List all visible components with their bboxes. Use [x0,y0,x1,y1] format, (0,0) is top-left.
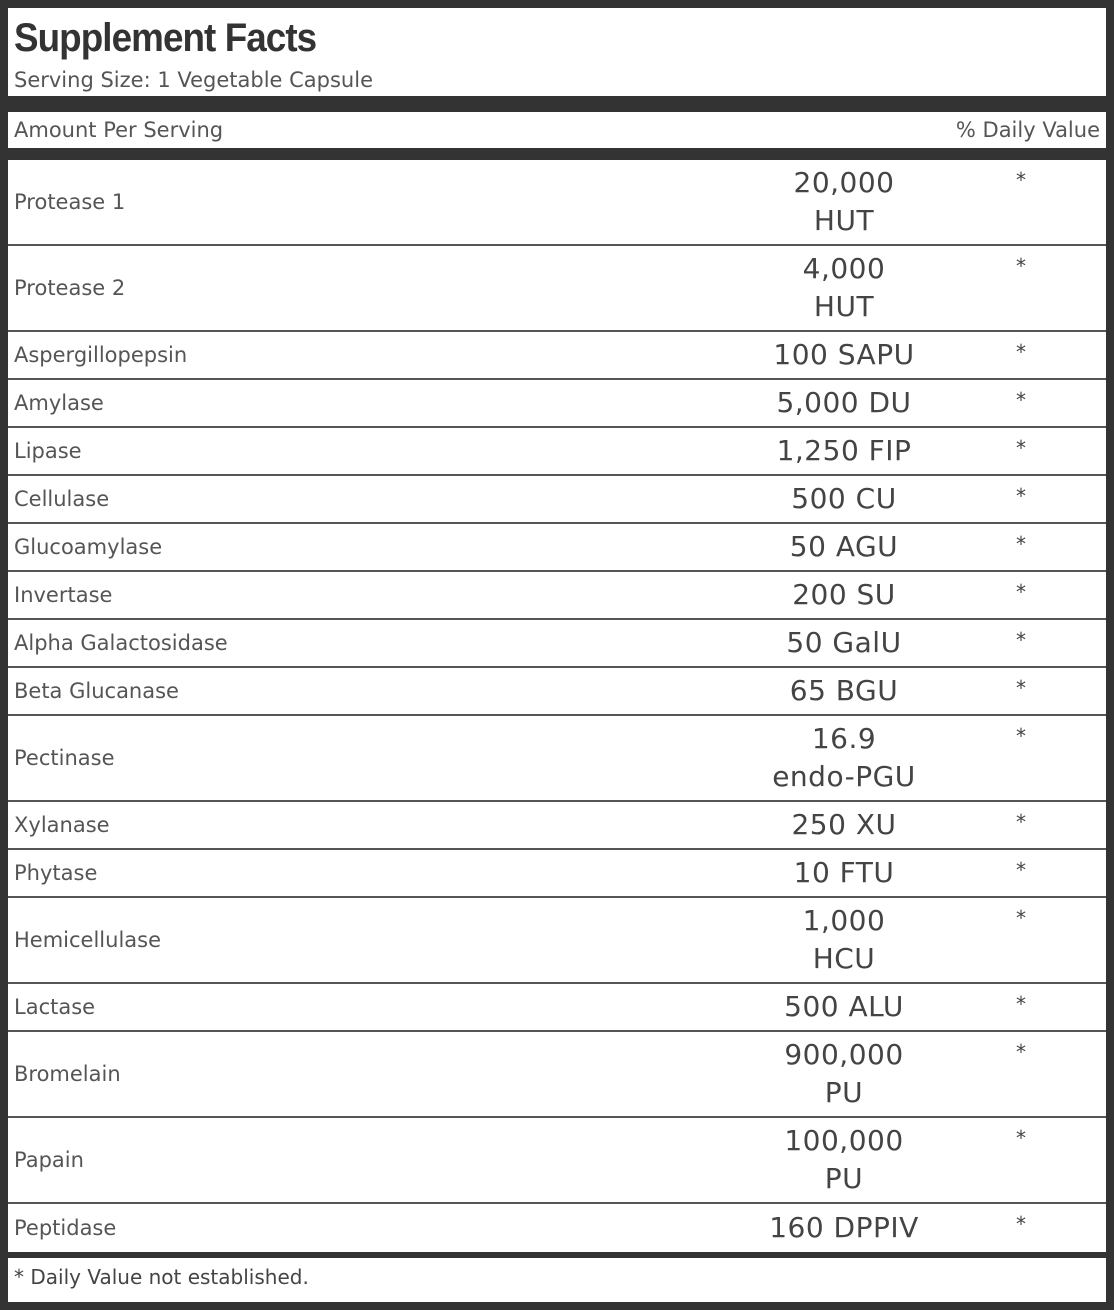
ingredient-row [8,524,1106,572]
daily-value-asterisk: * [1016,484,1026,508]
ingredient-amount: 250 XU [791,808,897,841]
daily-value-asterisk: * [1016,436,1026,460]
ingredient-amount: 20,000 HUT [793,166,895,237]
ingredient-name: Beta Glucanase [14,679,179,703]
ingredient-amount: 50 AGU [789,530,899,563]
ingredient-row [8,476,1106,524]
ingredient-row [8,716,1106,802]
footnote: * Daily Value not established. [14,1265,309,1289]
ingredient-row [8,620,1106,668]
ingredient-amount: 200 SU [792,578,896,611]
ingredient-amount: 100 SAPU [773,338,915,371]
ingredient-amount: 5,000 DU [776,386,912,419]
daily-value-asterisk: * [1016,254,1026,278]
ingredient-name: Lactase [14,995,96,1019]
ingredient-row [8,428,1106,476]
ingredient-row [8,572,1106,620]
ingredient-amount: 4,000 HUT [802,252,886,323]
ingredient-amount: 65 BGU [789,674,899,707]
ingredient-row [8,668,1106,716]
ingredient-amount: 50 GalU [786,626,902,659]
daily-value-asterisk: * [1016,532,1026,556]
ingredient-name: Invertase [14,583,113,607]
daily-value-asterisk: * [1016,628,1026,652]
ingredient-name: Phytase [14,861,98,885]
ingredient-amount: 500 ALU [784,990,904,1023]
daily-value-asterisk: * [1016,858,1026,882]
ingredient-name: Glucoamylase [14,535,163,559]
ingredient-amount: 100,000 PU [784,1124,904,1195]
ingredient-name: Protease 1 [14,190,126,214]
ingredient-name: Protease 2 [14,276,126,300]
ingredient-amount: 10 FTU [793,856,895,889]
ingredient-row [8,984,1106,1032]
ingredient-name: Aspergillopepsin [14,343,188,367]
label-title: Supplement Facts [14,16,317,60]
ingredient-row [8,898,1106,984]
daily-value-asterisk: * [1016,1126,1026,1150]
ingredient-row [8,1204,1106,1252]
ingredient-row [8,1032,1106,1118]
daily-value-asterisk: * [1016,1040,1026,1064]
daily-value-asterisk: * [1016,810,1026,834]
ingredient-list [8,160,1106,1252]
daily-value-asterisk: * [1016,906,1026,930]
ingredient-name: Amylase [14,391,104,415]
ingredient-name: Papain [14,1148,84,1172]
thick-divider [0,96,1114,112]
daily-value-asterisk: * [1016,580,1026,604]
daily-value-header: % Daily Value [955,118,1100,142]
ingredient-name: Lipase [14,439,82,463]
serving-size: Serving Size: 1 Vegetable Capsule [14,68,373,92]
ingredient-row [8,850,1106,898]
column-header-row [8,112,1106,148]
ingredient-name: Bromelain [14,1062,121,1086]
amount-per-serving-label: Amount Per Serving [14,118,224,142]
ingredient-name: Alpha Galactosidase [14,631,228,655]
ingredient-amount: 900,000 PU [784,1038,904,1109]
ingredient-name: Peptidase [14,1216,117,1240]
ingredient-row [8,380,1106,428]
ingredient-row [8,802,1106,850]
label-header [8,8,1106,96]
daily-value-asterisk: * [1016,1212,1026,1236]
ingredient-name: Hemicellulase [14,928,162,952]
ingredient-amount: 1,250 FIP [776,434,912,467]
ingredient-name: Pectinase [14,746,115,770]
ingredient-row [8,332,1106,380]
ingredient-row [8,160,1106,246]
ingredient-name: Cellulase [14,487,110,511]
ingredient-row [8,1118,1106,1204]
ingredient-amount: 160 DPPIV [769,1211,919,1244]
daily-value-asterisk: * [1016,676,1026,700]
daily-value-asterisk: * [1016,388,1026,412]
ingredient-name: Xylanase [14,813,110,837]
medium-divider [0,148,1114,160]
ingredient-amount: 1,000 HCU [802,904,886,975]
ingredient-amount: 500 CU [791,482,897,515]
ingredient-row [8,246,1106,332]
ingredient-amount: 16.9 endo-PGU [772,722,916,793]
daily-value-asterisk: * [1016,724,1026,748]
daily-value-asterisk: * [1016,340,1026,364]
daily-value-asterisk: * [1016,168,1026,192]
daily-value-asterisk: * [1016,992,1026,1016]
